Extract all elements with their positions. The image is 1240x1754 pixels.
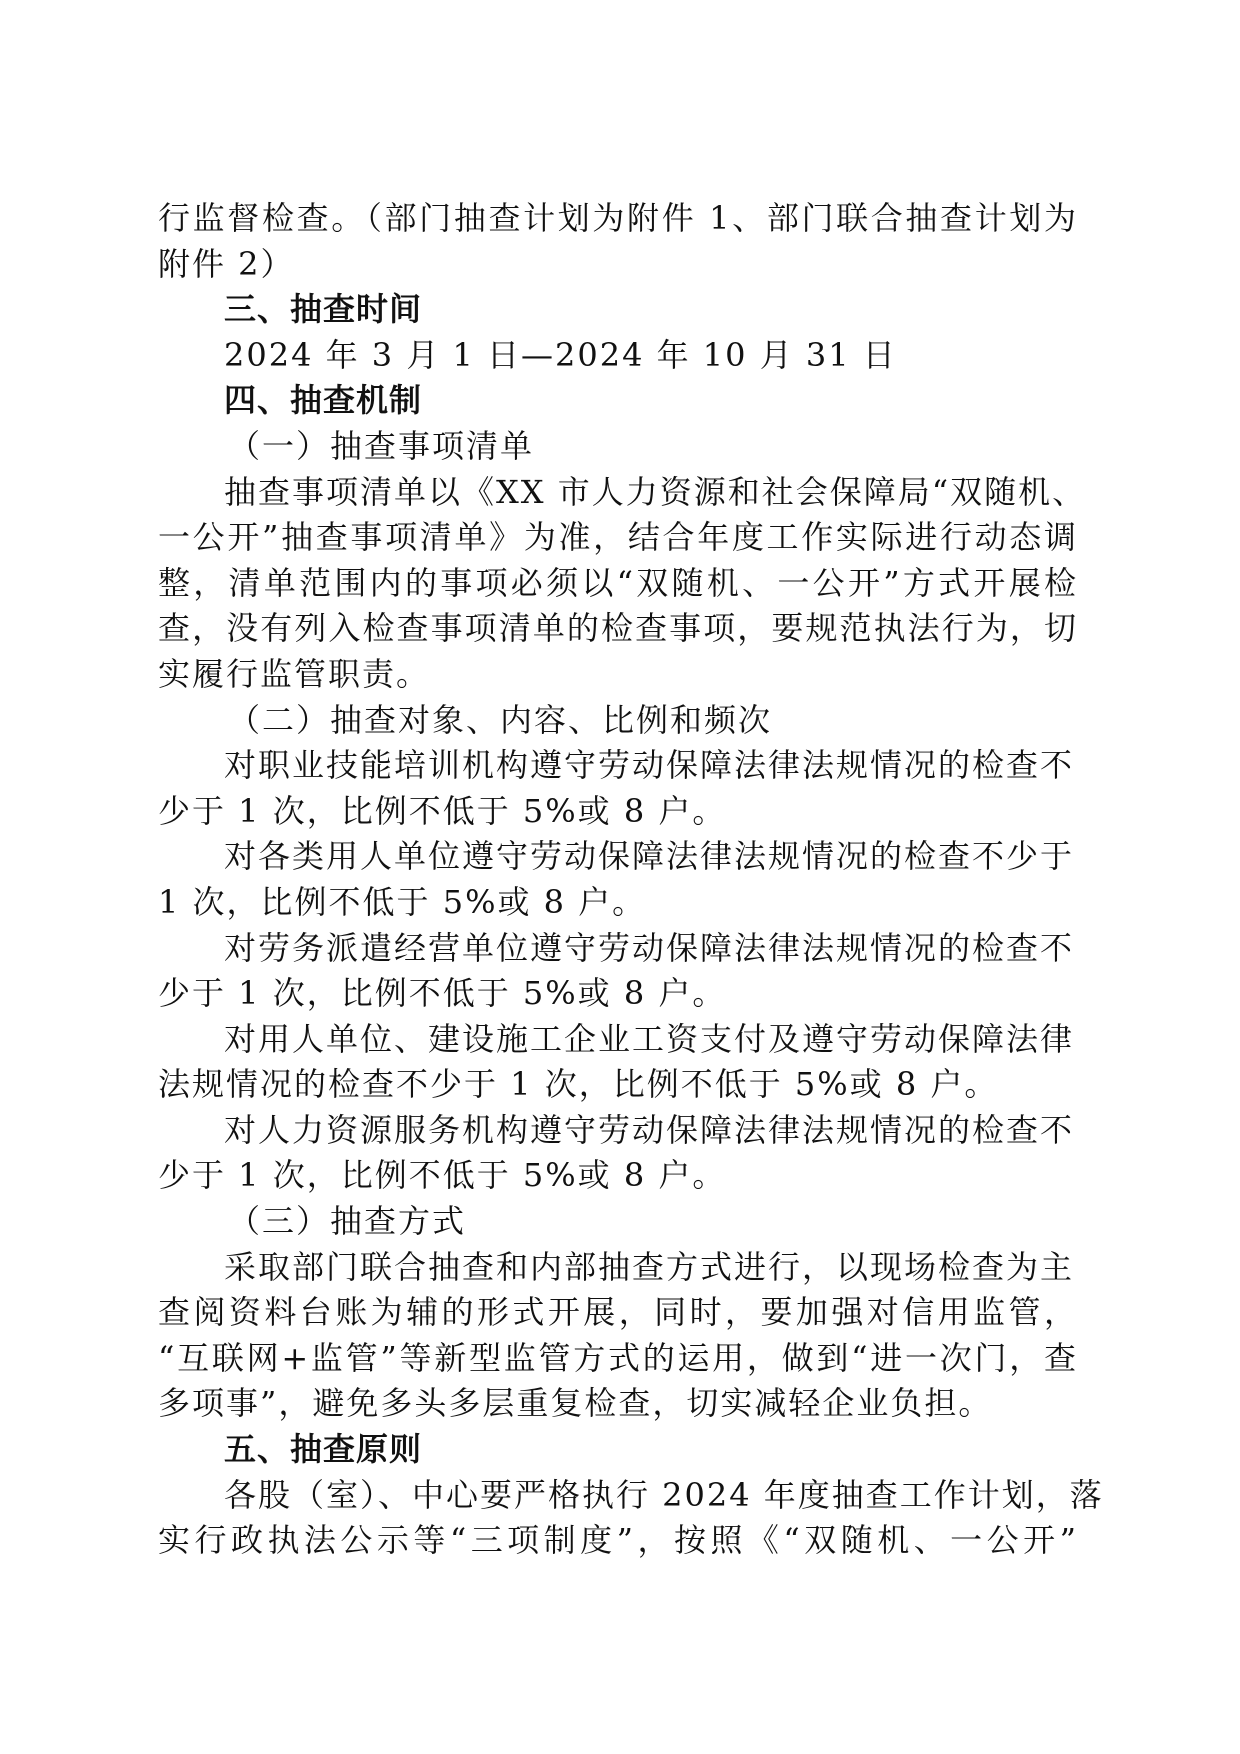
paragraph-line: “互联网+监管”等新型监管方式的运用，做到“进一次门，查 [158, 1338, 1078, 1377]
paragraph-line: 实履行监管职责。 [158, 654, 431, 693]
paragraph-first-line: 对人力资源服务机构遵守劳动保障法律法规情况的检查不 [224, 1110, 1075, 1149]
paragraph-first-line: 对劳务派遣经营单位遵守劳动保障法律法规情况的检查不 [224, 928, 1075, 967]
subsection-heading: （二）抽查对象、内容、比例和频次 [228, 700, 773, 739]
paragraph-line: 查，没有列入检查事项清单的检查事项，要规范执法行为，切 [158, 609, 1078, 648]
subsection-heading: （一）抽查事项清单 [228, 426, 535, 465]
paragraph-first-line: 抽查事项清单以《XX 市人力资源和社会保障局“双随机、 [224, 472, 1087, 511]
subsection-heading: （三）抽查方式 [228, 1202, 467, 1241]
paragraph-line: 少于 1 次，比例不低于 5%或 8 户。 [158, 1156, 727, 1195]
paragraph-line: 行监督检查。（部门抽查计划为附件 1、部门联合抽查计划为 [158, 199, 1078, 237]
document-body [158, 196, 1104, 1564]
paragraph-line: 法规情况的检查不少于 1 次，比例不低于 5%或 8 户。 [158, 1065, 999, 1104]
paragraph-first-line: 各股（室）、中心要严格执行 2024 年度抽查工作计划，落 [224, 1475, 1104, 1514]
paragraph-first-line: 采取部门联合抽查和内部抽查方式进行，以现场检查为主 [224, 1247, 1075, 1286]
paragraph-line: 少于 1 次，比例不低于 5%或 8 户。 [158, 791, 727, 830]
section-heading: 三、抽查时间 [224, 290, 423, 329]
paragraph-first-line: 对用人单位、建设施工企业工资支付及遵守劳动保障法律 [224, 1019, 1075, 1058]
paragraph-line: 少于 1 次，比例不低于 5%或 8 户。 [158, 974, 727, 1013]
paragraph-first-line: 对职业技能培训机构遵守劳动保障法律法规情况的检查不 [224, 746, 1075, 785]
paragraph-line: 整，清单范围内的事项必须以“双随机、一公开”方式开展检 [158, 563, 1078, 602]
paragraph-line: 1 次，比例不低于 5%或 8 户。 [158, 882, 647, 921]
paragraph-line: 实行政执法公示等“三项制度”，按照《“双随机、一公开” [158, 1521, 1078, 1560]
section-heading: 五、抽查原则 [224, 1430, 423, 1469]
paragraph-line: 查阅资料台账为辅的形式开展，同时，要加强对信用监管， [158, 1293, 1078, 1332]
paragraph-line: 一公开”抽查事项清单》为准，结合年度工作实际进行动态调 [158, 518, 1078, 557]
paragraph-first-line: 2024 年 3 月 1 日—2024 年 10 月 31 日 [224, 335, 897, 374]
section-heading: 四、抽查机制 [224, 381, 423, 420]
paragraph-line: 附件 2） [158, 244, 295, 283]
paragraph-first-line: 对各类用人单位遵守劳动保障法律法规情况的检查不少于 [224, 837, 1075, 876]
paragraph-line: 多项事”，避免多头多层重复检查，切实减轻企业负担。 [158, 1384, 993, 1423]
